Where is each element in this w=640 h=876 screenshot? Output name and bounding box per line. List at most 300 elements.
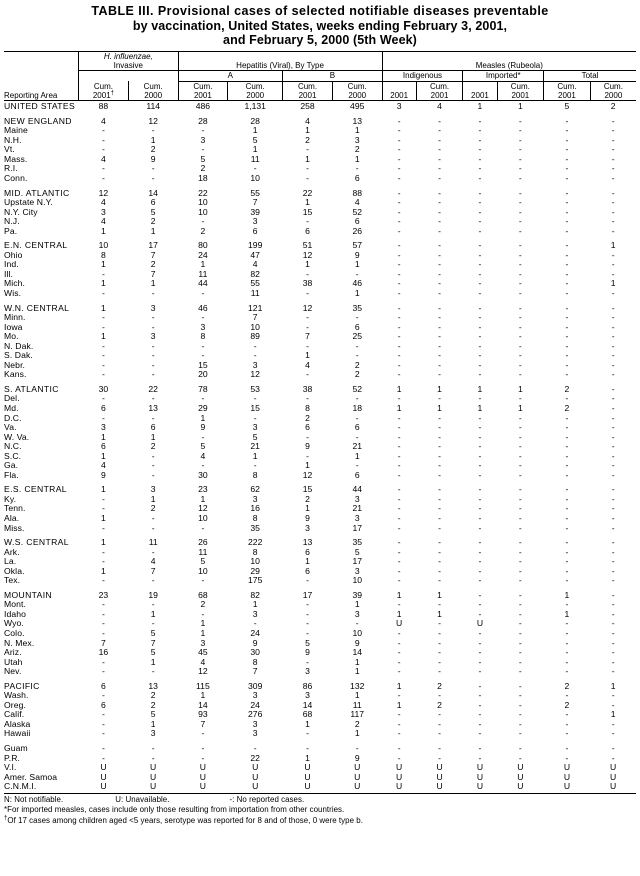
row-value-cell: - (611, 312, 615, 323)
row-value-cell: 1 (437, 608, 442, 619)
row-area-label: Ill. (4, 268, 13, 279)
header-reporting-area: Reporting Area (4, 81, 79, 100)
row-value-cell: - (478, 718, 482, 729)
row-value-cell: - (253, 163, 257, 174)
row-value-cell: 2 (200, 163, 206, 174)
row-value-cell: 68 (302, 709, 313, 720)
table-row (4, 313, 636, 323)
row-value-cell: - (518, 268, 522, 279)
row-value-cell: - (518, 278, 522, 289)
row-value-cell: - (518, 628, 522, 639)
row-value-cell: 13 (148, 402, 158, 413)
row-value-cell: 35 (352, 302, 362, 313)
row-value-cell: - (478, 637, 482, 648)
row-area-label: Va. (4, 422, 17, 433)
row-value-cell: - (518, 340, 522, 351)
row-area-label: D.C. (4, 412, 22, 423)
row-value-cell: - (102, 134, 105, 145)
row-value-cell: - (478, 556, 482, 567)
row-value-cell: U (100, 762, 107, 773)
row-value-cell: - (478, 709, 482, 720)
row-value-cell: 1 (101, 331, 106, 342)
row-value-cell: 5 (252, 134, 258, 145)
table-row (4, 729, 636, 739)
row-value-cell: - (611, 441, 615, 452)
row-value-cell: - (518, 259, 522, 270)
table-row (4, 514, 636, 524)
row-area-label: Iowa (4, 321, 23, 332)
row-area-label: Utah (4, 656, 23, 667)
row-value-cell: 9 (354, 249, 360, 260)
row-value-cell: 2 (305, 412, 310, 423)
row-value-cell: - (565, 302, 569, 313)
row-value-cell: U (304, 762, 311, 773)
row-value-cell: - (151, 340, 155, 351)
row-value-cell: - (611, 134, 615, 145)
row-value-cell: - (565, 599, 569, 610)
row-value-cell: - (518, 718, 522, 729)
row-value-cell: - (102, 350, 105, 361)
table-row (4, 600, 636, 610)
row-value-cell: - (201, 752, 205, 763)
row-value-cell: U (610, 781, 617, 792)
row-value-cell: - (438, 225, 441, 236)
row-value-cell: - (611, 393, 615, 404)
row-value-cell: - (397, 575, 401, 586)
row-value-cell: - (438, 503, 441, 514)
row-value-cell: 10 (250, 172, 260, 183)
col-measles-imp-2001 (463, 81, 497, 100)
row-value-cell: - (518, 450, 522, 461)
row-value-cell: - (438, 628, 441, 639)
row-value-cell: 12 (198, 666, 208, 677)
row-value-cell: - (438, 331, 441, 342)
row-value-cell: - (565, 312, 569, 323)
row-value-cell: 12 (302, 469, 313, 480)
subgroup-hepatitis-b: B (283, 71, 382, 81)
row-value-cell: - (438, 412, 441, 423)
row-value-cell: - (151, 460, 155, 471)
row-value-cell: - (565, 484, 569, 495)
row-value-cell: - (611, 163, 615, 174)
table-row (4, 404, 636, 414)
row-area-label: Oreg. (4, 699, 26, 710)
row-value-cell: - (478, 537, 482, 548)
row-value-cell: - (438, 259, 441, 270)
table-row (4, 394, 636, 404)
row-value-cell: - (478, 187, 482, 198)
row-value-cell: 21 (250, 441, 260, 452)
row-value-cell: - (565, 556, 569, 567)
row-area-label: Calif. (4, 709, 25, 720)
row-area-label: Tenn. (4, 503, 26, 514)
row-value-cell: - (438, 637, 441, 648)
row-value-cell: 7 (150, 637, 156, 648)
table-row (4, 414, 636, 424)
row-value-cell: - (478, 350, 482, 361)
table-row (4, 279, 636, 289)
col-hinf-cum-2000-top: Cum. (143, 81, 163, 91)
row-value-cell: - (518, 666, 522, 677)
row-value-cell: - (397, 125, 401, 136)
row-value-cell: - (565, 331, 569, 342)
row-area-label: Ala. (4, 513, 20, 523)
table-row (4, 667, 636, 677)
row-value-cell: - (397, 450, 401, 461)
row-value-cell: 1 (477, 101, 483, 112)
row-area-label: Nebr. (4, 359, 26, 370)
row-value-cell: - (611, 249, 615, 260)
table-row (4, 548, 636, 558)
row-value-cell: - (518, 752, 522, 763)
row-value-cell: 20 (198, 369, 208, 380)
row-value-cell: - (565, 187, 569, 198)
row-value-cell: - (397, 163, 401, 174)
footnote-dagger (4, 816, 636, 827)
row-value-cell: - (102, 144, 105, 155)
row-area-label: W.N. CENTRAL (4, 302, 70, 313)
row-value-cell: 4 (354, 197, 360, 208)
row-value-cell: 93 (198, 709, 208, 720)
row-value-cell: 46 (352, 278, 362, 289)
row-value-cell: 3 (150, 302, 156, 313)
row-value-cell: - (478, 513, 482, 523)
row-value-cell: 3 (200, 134, 206, 145)
row-value-cell: 1 (305, 259, 310, 270)
row-value-cell: - (565, 752, 569, 763)
row-value-cell: - (397, 268, 401, 279)
row-value-cell: 2 (150, 699, 156, 710)
row-value-cell: 30 (198, 469, 208, 480)
row-value-cell: - (518, 637, 522, 648)
row-value-cell: - (478, 666, 482, 677)
row-value-cell: 7 (150, 268, 156, 279)
row-value-cell: 1 (517, 402, 523, 413)
row-value-cell: 4 (101, 153, 106, 164)
col-hinf-cum-2000 (128, 81, 178, 100)
row-value-cell: 9 (200, 422, 206, 433)
row-value-cell: - (102, 728, 105, 739)
row-area-label: MID. ATLANTIC (4, 187, 70, 198)
row-value-cell: - (611, 728, 615, 739)
row-value-cell: - (306, 144, 309, 155)
row-value-cell: - (478, 172, 482, 183)
row-value-cell: - (611, 450, 615, 461)
row-value-cell: - (102, 312, 105, 323)
col-hepb-cum-2001-top: Cum. (297, 81, 318, 91)
row-value-cell: 6 (101, 699, 106, 710)
row-value-cell: - (565, 637, 569, 648)
row-value-cell: - (253, 350, 257, 361)
row-value-cell: - (565, 493, 569, 504)
row-value-cell: 10 (250, 556, 260, 567)
row-value-cell: U (354, 771, 361, 782)
row-value-cell: - (306, 321, 309, 332)
row-value-cell: - (397, 422, 401, 433)
col-measles-imp-cum-2001 (497, 81, 544, 100)
row-value-cell: - (438, 728, 441, 739)
col-measles-total-cum-2000 (590, 81, 636, 100)
table-row (4, 241, 636, 251)
row-value-cell: 4 (437, 101, 442, 112)
row-value-cell: 9 (252, 637, 258, 648)
subgroup-hepatitis-a: A (178, 71, 283, 81)
table-row (4, 452, 636, 462)
row-value-cell: - (611, 608, 615, 619)
row-value-cell: U (563, 781, 571, 792)
row-value-cell: 1 (200, 628, 206, 639)
row-value-cell: 1 (305, 125, 310, 136)
row-value-cell: - (478, 503, 482, 514)
footnotes (4, 794, 636, 827)
table-row (4, 619, 636, 629)
table-row (4, 710, 636, 720)
row-value-cell: - (102, 172, 105, 183)
row-value-cell: - (518, 728, 522, 739)
row-area-label: Mich. (4, 278, 26, 289)
row-value-cell: 2 (564, 383, 570, 394)
row-value-cell: - (611, 340, 615, 351)
row-value-cell: - (518, 249, 522, 260)
row-value-cell: 2 (200, 225, 206, 236)
row-area-label: Vt. (4, 144, 15, 155)
row-value-cell: - (397, 259, 401, 270)
row-value-cell: - (478, 153, 482, 164)
row-area-label: Okla. (4, 565, 25, 576)
row-value-cell: 1 (396, 608, 402, 619)
row-value-cell: 35 (250, 522, 260, 533)
col-hepa-cum-2001-top: Cum. (193, 81, 213, 91)
row-value-cell: - (565, 522, 569, 533)
row-value-cell: - (518, 153, 522, 164)
row-value-cell: 1 (252, 599, 258, 610)
row-value-cell: - (306, 163, 309, 174)
row-area-label: Ga. (4, 460, 19, 471)
table-row (4, 471, 636, 481)
row-value-cell: 12 (198, 503, 208, 514)
row-value-cell: - (478, 393, 482, 404)
row-value-cell: 6 (101, 441, 106, 452)
row-area-label: R.I. (4, 163, 18, 174)
row-value-cell: - (438, 441, 441, 452)
row-value-cell: - (611, 460, 615, 471)
row-value-cell: - (565, 259, 569, 270)
row-value-cell: 16 (250, 503, 260, 514)
row-value-cell: 88 (98, 101, 109, 112)
row-value-cell: 13 (302, 537, 313, 548)
group-hepatitis: Hepatitis (Viral), By Type (178, 51, 382, 71)
row-value-cell: - (397, 350, 401, 361)
row-value-cell: 1 (354, 728, 360, 739)
row-value-cell: 39 (352, 589, 362, 600)
row-value-cell: - (201, 125, 205, 136)
row-value-cell: 6 (354, 321, 360, 332)
row-value-cell: - (438, 350, 441, 361)
table-row (4, 304, 636, 314)
row-value-cell: 1 (200, 259, 206, 270)
row-value-cell: 5 (150, 628, 156, 639)
row-value-cell: - (355, 340, 359, 351)
row-area-label: Tex. (4, 575, 21, 586)
row-value-cell: - (397, 321, 401, 332)
row-value-cell: - (518, 493, 522, 504)
table-body (4, 101, 636, 792)
row-value-cell: - (611, 637, 615, 648)
row-value-cell: - (151, 312, 155, 323)
row-value-cell: - (518, 441, 522, 452)
row-area-label: Ark. (4, 546, 20, 557)
row-value-cell: - (355, 268, 359, 279)
row-value-cell: - (151, 575, 155, 586)
row-value-cell: - (478, 589, 482, 600)
row-value-cell: - (611, 718, 615, 729)
row-value-cell: 5 (150, 647, 156, 658)
row-value-cell: - (518, 431, 522, 442)
row-value-cell: 44 (352, 484, 362, 495)
row-value-cell: - (253, 393, 257, 404)
row-area-label: Nev. (4, 666, 22, 677)
row-area-label: Mo. (4, 331, 19, 342)
row-value-cell: - (355, 393, 359, 404)
row-value-cell: - (102, 575, 105, 586)
row-value-cell: - (518, 484, 522, 495)
row-value-cell: 16 (98, 647, 109, 658)
row-value-cell: - (438, 287, 441, 298)
row-value-cell: 114 (146, 101, 161, 112)
row-value-cell: - (438, 484, 441, 495)
row-value-cell: 55 (250, 278, 260, 289)
subgroup-measles-indigenous: Indigenous (382, 71, 463, 81)
row-value-cell: 1 (354, 259, 360, 270)
row-value-cell: - (201, 431, 205, 442)
row-value-cell: 5 (200, 153, 206, 164)
row-value-cell: 12 (302, 249, 313, 260)
row-value-cell: U (476, 618, 484, 629)
row-value-cell: 12 (148, 115, 158, 126)
row-value-cell: - (565, 575, 569, 586)
table-row (4, 145, 636, 155)
row-value-cell: - (518, 369, 522, 380)
row-value-cell: 4 (101, 216, 106, 227)
row-value-cell: - (438, 556, 441, 567)
row-value-cell: 1 (150, 278, 156, 289)
row-value-cell: - (518, 225, 522, 236)
row-value-cell: 2 (437, 699, 442, 710)
row-value-cell: 21 (352, 503, 362, 514)
row-value-cell: - (478, 647, 482, 658)
subgroup-measles-total: Total (544, 71, 636, 81)
row-value-cell: - (397, 743, 401, 754)
row-value-cell: 19 (148, 589, 158, 600)
row-value-cell: - (565, 709, 569, 720)
row-value-cell: 4 (150, 556, 156, 567)
row-value-cell: 38 (302, 383, 313, 394)
legend-dash: -: No reported cases. (229, 794, 305, 804)
row-value-cell: - (518, 575, 522, 586)
row-value-cell: - (102, 743, 105, 754)
row-value-cell: 15 (302, 206, 313, 217)
row-value-cell: - (611, 350, 615, 361)
row-value-cell: 22 (198, 187, 208, 198)
row-value-cell: 1 (101, 537, 106, 548)
row-value-cell: U (396, 618, 403, 629)
row-value-cell: U (199, 771, 206, 782)
row-value-cell: - (478, 278, 482, 289)
table-row (4, 485, 636, 495)
row-area-label: La. (4, 556, 17, 567)
col-measles-indig-cum-2001-bottom: 2001 (430, 90, 449, 100)
row-value-cell: U (150, 771, 157, 782)
col-hepb-cum-2000-top: Cum. (347, 81, 367, 91)
row-value-cell: - (151, 743, 155, 754)
row-value-cell: 1 (150, 134, 156, 145)
col-measles-imp-cum-2001-bottom: 2001 (511, 90, 530, 100)
row-value-cell: - (102, 412, 105, 423)
row-value-cell: - (518, 422, 522, 433)
row-value-cell: - (611, 302, 615, 313)
row-value-cell: 3 (252, 690, 258, 701)
row-value-cell: - (478, 431, 482, 442)
row-value-cell: - (102, 709, 105, 720)
row-value-cell: 2 (150, 216, 156, 227)
row-value-cell: - (438, 359, 441, 370)
row-value-cell: 3 (396, 101, 402, 112)
row-value-cell: - (151, 618, 155, 629)
row-value-cell: 1 (610, 709, 616, 720)
row-value-cell: 1 (610, 680, 616, 691)
col-measles-imp-2001-bottom: 2001 (471, 90, 489, 100)
row-value-cell: - (565, 469, 569, 480)
row-value-cell: 1 (564, 608, 570, 619)
col-measles-total-cum-2001-bottom: 2001 (558, 90, 576, 100)
row-value-cell: U (354, 781, 361, 792)
row-value-cell: - (151, 450, 155, 461)
row-area-label: N.C. (4, 441, 22, 452)
row-value-cell: 3 (200, 321, 206, 332)
header-group-row-1 (4, 51, 636, 71)
row-value-cell: 1 (101, 450, 106, 461)
row-value-cell: 14 (148, 187, 158, 198)
row-value-cell: - (565, 216, 569, 227)
row-value-cell: - (611, 206, 615, 217)
row-value-cell: 1 (610, 278, 616, 289)
row-value-cell: - (478, 359, 482, 370)
table-row (4, 442, 636, 452)
row-value-cell: 2 (437, 680, 442, 691)
row-value-cell: - (253, 412, 257, 423)
row-value-cell: - (397, 431, 401, 442)
row-value-cell: - (478, 225, 482, 236)
row-value-cell: - (397, 216, 401, 227)
row-value-cell: 2 (564, 402, 570, 413)
row-value-cell: 10 (198, 565, 208, 576)
row-value-cell: - (397, 412, 401, 423)
row-value-cell: - (478, 699, 482, 710)
row-value-cell: 82 (250, 268, 260, 279)
row-area-label: Ky. (4, 493, 17, 504)
row-value-cell: 2 (610, 101, 616, 112)
row-value-cell: - (438, 369, 441, 380)
row-value-cell: - (565, 728, 569, 739)
row-value-cell: - (565, 134, 569, 145)
row-value-cell: 1 (200, 690, 206, 701)
row-value-cell: U (199, 762, 206, 773)
row-value-cell: - (565, 153, 569, 164)
col-hepa-cum-2000 (228, 81, 283, 100)
row-value-cell: 4 (101, 460, 106, 471)
row-value-cell: - (151, 172, 155, 183)
row-value-cell: - (478, 216, 482, 227)
